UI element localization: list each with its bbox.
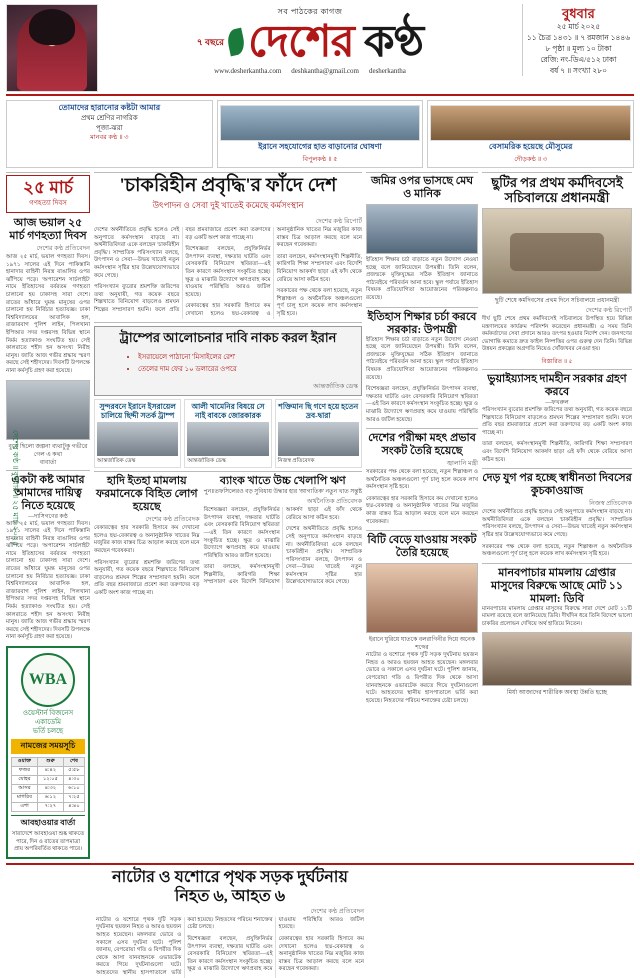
weekday: বুধবার <box>562 6 595 21</box>
advertisement[interactable] <box>6 646 90 859</box>
iran-byline: আন্তর্জাতিক ডেস্ক <box>313 382 358 390</box>
website-link[interactable]: www.desherkantha.com <box>214 67 282 75</box>
mini-box-2[interactable] <box>275 399 362 469</box>
masthead-tagline: সব পাঠকের কাগজ <box>277 7 343 16</box>
column-mid-right <box>366 172 478 859</box>
bottom-body: নাটোর ও যশোরে পৃথক দুটি সড়ক দুর্ঘটনায় ছয়জন নিহত ও আরও ছয়জন আহত হয়েছেন। মঙ্গলবার ভোরে ও সকালে এসব দুর্ঘটনা ঘটে। পুলিশ জানায়, বেপরোয়া গতি ও বিপরীত দিক থেকে আসা যানবাহনকে ওভারটেক করতে গিয়ে দুর্ঘটনাগুলো ঘটে। আহতদের স্থানীয় হাসপাতালে ভর্তি করা হয়েছে। নিহতদের পরিচয় শনাক্তের চেষ্টা চলছে। বিশেষজ্ঞরা বলছেন, প্রযুক্তিনির্ভর উৎপাদন ব্যবস্থা, দক্ষতার ঘাটতি এবং বেসরকারি বিনিয়োগ স্থবিরতা—এই তিন কারণে কর্মসংস্থান সংকুচিত হচ্ছে। ক্ষুদ্র ও মাঝারি উদ্যোগে ঋণপ্রবাহ কমে যাওয়ায় পরিস্থিতি আরও জটিল হয়েছে। বেকারত্বের হার সরকারি হিসাবে কম দেখানো হলেও ছদ্ম-বেকারত্ব ও অনানুষ্ঠানিক খাতের নিম্ন মজুরির কাজ বাস্তব চিত্র আড়াল করছে বলে মনে করছেন গবেষকরা। <box>96 916 364 976</box>
mini-photo <box>187 422 268 456</box>
bottom-right-headline: মানবপাচার মামলায় গ্রেপ্তার মাসুদের বিরুদ্ধে আছে মোট ১১ মামলা: ডিবি <box>491 566 623 605</box>
bottom-lead <box>96 868 364 978</box>
promo-photo <box>430 105 631 141</box>
col-head-1: শুরু <box>38 758 64 767</box>
row3-body-0: বেকারত্বের হার সরকারি হিসাবে কম দেখানো হলেও ছদ্ম-বেকারত্ব ও অনানুষ্ঠানিক খাতের নিম্ন মজুরির কাজ বাস্তব চিত্র আড়াল করছে বলে মনে করছেন গবেষকরা। পরিসংখ্যান ব্যুরোর শ্রমশক্তি জরিপের তথ্য অনুযায়ী, গত কয়েক বছরে শিল্পখাতে বিনিয়োগ বাড়লেও শ্রমঘন শিল্পের সম্প্রসারণ হয়নি। ফলে প্রতি বছর শ্রমবাজারে প্রবেশ করা তরুণদের বড় একটি অংশ কাজ পাচ্ছে না। <box>94 525 200 596</box>
left-photo-caption: বুকে ছিলো জল্পনা ব্যথাটুকু গভীরে গেল এ কথা <box>8 443 88 458</box>
promo-item-1[interactable] <box>217 100 424 168</box>
iran-news-box <box>94 326 362 396</box>
midright-body-3: ইতিহাস শিক্ষার চর্চা বাড়াতে নতুন উদ্যোগ নেওয়া হচ্ছে বলে জানিয়েছেন উপমন্ত্রী। তিনি বলেন, প্রজন্মকে মুক্তিযুদ্ধের সঠিক ইতিহাস জানাতে পাঠ্যবইয়ে পরিবর্তন আনা হবে। স্কুল পর্যায়ে ইতিহাস বিষয়ক প্রতিযোগিতা আয়োজনের পরিকল্পনাও রয়েছে। বিশেষজ্ঞরা বলছেন, প্রযুক্তিনির্ভর উৎপাদন ব্যবস্থা, দক্ষতার ঘাটতি এবং বেসরকারি বিনিয়োগ স্থবিরতা—এই তিন কারণে কর্মসংস্থান সংকুচিত হচ্ছে। ক্ষুদ্র ও মাঝারি উদ্যোগে ঋণপ্রবাহ কমে যাওয়ায় পরিস্থিতি আরও জটিল হয়েছে। <box>366 336 478 423</box>
promo-item-0[interactable] <box>6 100 213 168</box>
midright-headline-2: ভুয়াইয়্যাসহ দামহীন সরকার গ্রহণ করবে <box>487 372 627 398</box>
table-row: যোহর ১২:০৫ ৪:৩০ <box>12 776 85 785</box>
row3-headline-2: দেশের পরীক্ষা মহৎ প্রভাব সংকট তৈরি হয়েছে <box>368 432 476 458</box>
promo-photo <box>220 105 421 141</box>
bottom-section <box>6 863 634 978</box>
edition-info: ৮ পৃষ্ঠা ॥ মূল্য ১০ টাকা <box>545 44 612 53</box>
mini-box-row <box>94 399 362 469</box>
ad-logo: WBA <box>21 653 75 707</box>
row3-body-3: দেশের অর্থনীতিতে প্রবৃদ্ধি হলেও সেই অনুপাতে কর্মসংস্থান বাড়ছে না। অর্থনীতিবিদরা একে বলছেন 'চাকরিহীন প্রবৃদ্ধি'। সাম্প্রতিক পরিসংখ্যান বলছে, উৎপাদন ও সেবা—উভয় খাতেই নতুন কর্মসংস্থান সৃষ্টির হার উল্লেখযোগ্যভাবে কমে গেছে। সরকারের পক্ষ থেকে বলা হয়েছে, নতুন শিল্পাঞ্চল ও অর্থনৈতিক অঞ্চলগুলো পূর্ণ চালু হলে কয়েক লাখ কর্মসংস্থান সৃষ্টি হবে। <box>482 509 632 558</box>
column-lead <box>94 172 362 859</box>
bottom-side-headline: ইরানে ঘুরিয়ে ঘাতকে বলরাগিনীর দিয়ে অনেক শব্দের <box>368 637 476 652</box>
prayer-times-table <box>11 757 85 812</box>
paper-title: দেশের কণ্ঠ <box>247 17 424 66</box>
left-quote-headline: একটা কষ্ট আমার আমাদের দায়িত্ব নিতে হয়েছে <box>11 473 85 512</box>
promo-strip <box>6 100 634 168</box>
row3-headline-0: হাদি ইতহা মামলায় ফরমানেকে বিহিত লোগ হয়েছে <box>96 475 198 514</box>
left-headline: আজ ভয়াল ২৫ মার্চ গণহত্যা দিবস <box>9 217 87 242</box>
promo-item-2[interactable] <box>427 100 634 168</box>
weather-title: আবহাওয়ার বার্তা <box>11 815 85 831</box>
row3-left <box>94 475 362 601</box>
table-row: এশা ৭:২৭ ৪:৪০ <box>12 803 85 812</box>
row3-body-2: সরকারের পক্ষ থেকে বলা হয়েছে, নতুন শিল্পাঞ্চল ও অর্থনৈতিক অঞ্চলগুলো পূর্ণ চালু হলে কয়েক লাখ কর্মসংস্থান সৃষ্টি হবে। বেকারত্বের হার সরকারি হিসাবে কম দেখানো হলেও ছদ্ম-বেকারত্ব ও অনানুষ্ঠানিক খাতের নিম্ন মজুরির কাজ বাস্তব চিত্র আড়াল করছে বলে মনে করছেন গবেষকরা। <box>366 469 478 525</box>
bottom-byline: দেশের কণ্ঠ প্রতিবেদন <box>310 907 364 915</box>
row3-headline-1: ব্যাংক খাতে উচ্চ খেলাপি ঋণ <box>219 475 346 488</box>
side-strip: দেশের কণ্ঠ ॥ বুধবার ॥ ২৫ মার্চ ২০২৫ <box>11 430 20 547</box>
col-head-0: ওয়াক্ত <box>12 758 38 767</box>
midright-headline-3: ইতিহাস শিক্ষার চর্চা করবে সরকার: উপমন্ত্রী <box>367 310 477 336</box>
masthead-center <box>98 4 522 75</box>
lead-byline: দেশের কণ্ঠ রিপোর্ট <box>315 218 362 225</box>
right-top-headline: ছুটির পর প্রথম কর্মদিবসেই সচিবালয়ে প্রধানমন্ত্রী <box>491 175 623 205</box>
left-quote-body: আজ ২৫ মার্চ, ভয়াল গণহত্যা দিবস। ১৯৭১ সালের এই দিনে পাকিস্তানি হানাদার বাহিনী নিরস্ত্র বাঙালির ওপর ঝাঁপিয়ে পড়ে। 'অপারেশন সার্চলাইট' নামে ইতিহাসের বর্বরতম গণহত্যা চালানো হয় ঢাকাসহ সারা দেশে। রাতের আঁধারে ঘুমন্ত মানুষের ওপর চালানো হয় নির্বিচার হত্যাযজ্ঞ। ঢাকা বিশ্ববিদ্যালয়ের আবাসিক হল, রাজারবাগ পুলিশ লাইন, পিলখানা ইপিআর সদর দপ্তরসহ বিভিন্ন স্থানে নির্মম হত্যাকাণ্ড সংঘটিত হয়। সেই কালরাতে শহীদ হন অসংখ্য নিরীহ মানুষ। জাতি আজ গভীর শ্রদ্ধায় স্মরণ করছে সেই শহীদদের। দিবসটি উপলক্ষে নানা কর্মসূচি গ্রহণ করা হয়েছে। <box>6 520 90 641</box>
leaf-icon <box>225 28 246 57</box>
column-right <box>482 172 632 859</box>
promo-headline: বেসামরিক হয়েছে মৌসুমের <box>488 142 573 151</box>
right-top-more: বিস্তারিত ॥ ৫ <box>541 358 573 365</box>
bottom-right2-headline: বিটি বেড়ে যাওয়ায় সংকট তৈরি হয়েছে <box>367 534 477 560</box>
bottom-right3-headline: মির্যা আজাদের শারীরিক অবস্থা উন্নতি হচ্ছে <box>506 690 608 697</box>
midright-headline-1: জমির ওপর ভাসছে মেঘ ও মানিক <box>370 175 474 200</box>
row3-byline-3: নিজস্ব প্রতিবেদক <box>589 500 632 508</box>
mini-photo <box>278 422 359 456</box>
registration: রেজি: নং-ডিএ/৫১২ ঢাকা <box>540 55 617 64</box>
ad-title: ওয়েস্টার্ন বিজনেস একাডেমি <box>22 709 74 726</box>
date-english: ২৫ মার্চ ২০২৫ <box>556 22 601 31</box>
left-quote-by: —দাসিগণের কণ্ঠ <box>28 513 68 520</box>
mini-headline: আলী খামেনির বিষয়ে সে নাই বাবকে জোরকারক <box>191 401 265 420</box>
bottom-right-body: মানবপাচার মামলায় গ্রেপ্তার মাসুদের বিরুদ্ধে সারা দেশে মোট ১১টি মামলা রয়েছে বলে জানিয়েছে ডিবি। দীর্ঘদিন ধরে তিনি বিদেশে ভালো চাকরির প্রলোভন দেখিয়ে অর্থ হাতিয়ে নিতেন। <box>482 605 632 627</box>
table-row: আসর ৪:৩২ ৬:১০ <box>12 785 85 794</box>
bullet-0: • ইসরায়েলে পাঠানো 'মিসাইলের রেশ' <box>138 352 358 362</box>
main-grid <box>6 172 634 859</box>
row3-byline-0: দেশের কণ্ঠ প্রতিবেদক <box>145 516 200 524</box>
row3-body-1: বিশেষজ্ঞরা বলছেন, প্রযুক্তিনির্ভর উৎপাদন ব্যবস্থা, দক্ষতার ঘাটতি এবং বেসরকারি বিনিয়োগ স্থবিরতা—এই তিন কারণে কর্মসংস্থান সংকুচিত হচ্ছে। ক্ষুদ্র ও মাঝারি উদ্যোগে ঋণপ্রবাহ কমে যাওয়ায় পরিস্থিতি আরও জটিল হয়েছে। তারা বলছেন, কর্মসংস্থানমুখী শিল্পনীতি, কারিগরি শিক্ষা সম্প্রসারণ এবং বিদেশি বিনিয়োগ আকর্ষণ ছাড়া এই ফাঁদ থেকে বেরিয়ে আসা কঠিন হবে। দেশের অর্থনীতিতে প্রবৃদ্ধি হলেও সেই অনুপাতে কর্মসংস্থান বাড়ছে না। অর্থনীতিবিদরা একে বলছেন 'চাকরিহীন প্রবৃদ্ধি'। সাম্প্রতিক পরিসংখ্যান বলছে, উৎপাদন ও সেবা—উভয় খাতেই নতুন কর্মসংস্থান সৃষ্টির হার উল্লেখযোগ্যভাবে কমে গেছে। <box>203 507 362 586</box>
iran-bullets <box>98 352 358 374</box>
mini-body: আন্তর্জাতিক ডেস্ক <box>97 457 136 464</box>
left-byline: দেশের কণ্ঠ প্রতিবেদন <box>36 245 90 252</box>
midright-body-1: ইতিহাস শিক্ষার চর্চা বাড়াতে নতুন উদ্যোগ নেওয়া হচ্ছে বলে জানিয়েছেন উপমন্ত্রী। তিনি বলেন, প্রজন্মকে মুক্তিযুদ্ধের সঠিক ইতিহাস জানাতে পাঠ্যবইয়ে পরিবর্তন আনা হবে। স্কুল পর্যায়ে ইতিহাস বিষয়ক প্রতিযোগিতা আয়োজনের পরিকল্পনাও রয়েছে। <box>366 257 478 301</box>
prayer-times-band: নামজের সময়সূচি <box>11 739 85 754</box>
promo-subtext: প্রথম শ্রেণির নাগরিক <box>80 114 138 122</box>
bottom-side-body: নাটোর ও যশোরে পৃথক দুটি সড়ক দুর্ঘটনায় ছয়জন নিহত ও আরও ছয়জন আহত হয়েছেন। মঙ্গলবার ভোরে ও সকালে এসব দুর্ঘটনা ঘটে। পুলিশ জানায়, বেপরোয়া গতি ও বিপরীত দিক থেকে আসা যানবাহনকে ওভারটেক করতে গিয়ে দুর্ঘটনাগুলো ঘটে। আহতদের স্থানীয় হাসপাতালে ভর্তি করা হয়েছে। নিহতদের পরিচয় শনাক্তের চেষ্টা চলছে। <box>366 652 478 704</box>
march25-label: গণহত্যা দিবস <box>29 199 67 207</box>
date-bengali: ১১ চৈত্র ১৪৩১ ॥ ৭ রমজান ১৪৪৬ <box>526 33 631 42</box>
right-top-byline: দেশের কণ্ঠ রিপোর্ট <box>585 307 632 314</box>
email-link[interactable]: deshkantha@gmail.com <box>291 67 359 75</box>
table-row: ফজর ৪:৪২ ৫:৫৮ <box>12 767 85 776</box>
march25-date: ২৫ মার্চ <box>23 178 73 197</box>
promo-headline: তোমাদের হারানোর কষ্টটা আমার <box>58 103 161 112</box>
bottom-headline: নাটোর ও যশোরে পৃথক সড়ক দুর্ঘটনায় নিহত ৬, আহত ৬ <box>112 868 348 905</box>
right-top-body: দীর্ঘ ছুটি শেষে প্রথম কর্মদিবসেই সচিবালয়ে উপস্থিত হয়ে বিভিন্ন মন্ত্রণালয়ের কার্যক্রম পরিদর্শন করেছেন প্রধানমন্ত্রী। এ সময় তিনি কর্মকর্তাদের সেবা প্রদানে আরও তৎপর হওয়ার নির্দেশ দেন। জনগণের ভোগান্তি কমাতে দ্রুত ফাইল নিষ্পত্তির ওপর গুরুত্ব দেন তিনি। বিভিন্ন উন্নয়ন প্রকল্পের অগ্রগতি নিয়েও খোঁজখবর নেওয়া হয়। <box>482 316 632 353</box>
mini-body: নিজস্ব প্রতিবেদক <box>277 457 315 464</box>
lead-subhead: উৎপাদন ও সেবা দুই খাতেই কমেছে কর্মসংস্থান <box>152 200 304 210</box>
left-photo-credit: বাবার্তা <box>39 459 57 466</box>
midright-body-2: পরিসংখ্যান ব্যুরোর শ্রমশক্তি জরিপের তথ্য অনুযায়ী, গত কয়েক বছরে শিল্পখাতে বিনিয়োগ বাড়লেও শ্রমঘন শিল্পের সম্প্রসারণ হয়নি। ফলে প্রতি বছর শ্রমবাজারে প্রবেশ করা তরুণদের বড় একটি অংশ কাজ পাচ্ছে না। তারা বলছেন, কর্মসংস্থানমুখী শিল্পনীতি, কারিগরি শিক্ষা সম্প্রসারণ এবং বিদেশি বিনিয়োগ আকর্ষণ ছাড়া এই ফাঁদ থেকে বেরিয়ে আসা কঠিন হবে। <box>482 406 632 463</box>
promo-caption: বিপুলকণ্ঠ ॥ ৫ <box>302 156 338 163</box>
bottom-photo-lady <box>366 563 478 633</box>
col-head-2: শেষ <box>63 758 84 767</box>
midright-headline-2-by: —ফখরুল <box>545 399 569 406</box>
mini-headline: শক্তিমান ছি গণে হয়ে হতেন দ্রব-দ্বারা <box>278 401 359 420</box>
left-body: আজ ২৫ মার্চ, ভয়াল গণহত্যা দিবস। ১৯৭১ সালের এই দিনে পাকিস্তানি হানাদার বাহিনী নিরস্ত্র বাঙালির ওপর ঝাঁপিয়ে পড়ে। 'অপারেশন সার্চলাইট' নামে ইতিহাসের বর্বরতম গণহত্যা চালানো হয় ঢাকাসহ সারা দেশে। রাতের আঁধারে ঘুমন্ত মানুষের ওপর চালানো হয় নির্বিচার হত্যাযজ্ঞ। ঢাকা বিশ্ববিদ্যালয়ের আবাসিক হল, রাজারবাগ পুলিশ লাইন, পিলখানা ইপিআর সদর দপ্তরসহ বিভিন্ন স্থানে নির্মম হত্যাকাণ্ড সংঘটিত হয়। সেই কালরাতে শহীদ হন অসংখ্য নিরীহ মানুষ। জাতি আজ গভীর শ্রদ্ধায় স্মরণ করছে সেই শহীদদের। দিবসটি উপলক্ষে নানা কর্মসূচি গ্রহণ করা হয়েছে। <box>6 254 90 374</box>
iran-headline: ট্রাম্পের আলোচনার দাবি নাকচ করল ইরান <box>119 329 337 345</box>
row3-headline-3: দেড় যুগ পর হচ্ছে স্বাধীনতা দিবসের কুচকাওয়াজ <box>482 472 632 498</box>
right-top-photo <box>482 208 632 294</box>
anniversary-badge: ৭ বছরে <box>196 36 224 47</box>
masthead <box>6 4 634 96</box>
row3-sub-1: পুনঃতফসিলেরও বড় সুবিধায় উদ্ধার হার 'আগাতিক' নতুন খাত সন্তুষ্ট <box>203 489 362 496</box>
mini-box-0[interactable] <box>94 399 181 469</box>
lead-headline: 'চাকরিহীন প্রবৃদ্ধি'র ফাঁদে দেশ <box>119 175 337 196</box>
mini-body: আন্তর্জাতিক ডেস্ক <box>187 457 226 464</box>
masthead-model-photo <box>6 4 98 92</box>
weather-note: সারাদেশে আবহাওয়া শুষ্ক থাকতে পারে, দিন ও রাতের তাপমাত্রা প্রায় অপরিবর্তিত থাকতে পারে। <box>11 831 85 853</box>
table-row: মাগরিব ৬:১২ ৭:২৫ <box>12 794 85 803</box>
bullet-1: • তেলের দাম ফের ১০ ডলারের ওপরে <box>138 364 358 374</box>
facebook-link[interactable]: desherkantha <box>368 67 406 75</box>
volume-info: বর্ষ ৭ ॥ সংখ্যা ২৮০ <box>549 66 607 75</box>
bottom-right-photo <box>482 632 632 686</box>
mini-box-1[interactable] <box>184 399 271 469</box>
masthead-dateline <box>522 4 634 76</box>
mini-photo <box>97 422 178 456</box>
promo-headline: ইরানে সহযোগের হাত বাড়ানোর ঘোষণা <box>258 142 382 151</box>
ad-sub: ভর্তি চলছে <box>32 727 64 735</box>
promo-caption: দৌড়কণ্ঠ ॥ ৩ <box>514 156 548 163</box>
midright-photo-1 <box>366 204 478 254</box>
march25-box <box>6 175 90 213</box>
row3-byline-2: জ্বালানি মন্ত্রী <box>446 460 478 468</box>
row3-byline-1: অর্থনৈতিক প্রতিবেদক <box>306 498 362 506</box>
right-top-caption: ছুটি শেষে কর্মদিবসের প্রথম দিনে সচিবালয়ে প্রধানমন্ত্রী <box>494 298 620 304</box>
promo-caption: মানবর কণ্ঠ ॥ ৩ <box>90 134 129 141</box>
promo-extra: পূজা-ঝরা <box>96 124 123 132</box>
mini-headline: সুন্দরবনে ইরানে ইসরায়েল চালিয়ে ছিদ্দী সতর্ক ট্রাম্প <box>99 401 176 420</box>
lead-body: দেশের অর্থনীতিতে প্রবৃদ্ধি হলেও সেই অনুপাতে কর্মসংস্থান বাড়ছে না। অর্থনীতিবিদরা একে বলছেন 'চাকরিহীন প্রবৃদ্ধি'। সাম্প্রতিক পরিসংখ্যান বলছে, উৎপাদন ও সেবা—উভয় খাতেই নতুন কর্মসংস্থান সৃষ্টির হার উল্লেখযোগ্যভাবে কমে গেছে। পরিসংখ্যান ব্যুরোর শ্রমশক্তি জরিপের তথ্য অনুযায়ী, গত কয়েক বছরে শিল্পখাতে বিনিয়োগ বাড়লেও শ্রমঘন শিল্পের সম্প্রসারণ হয়নি। ফলে প্রতি বছর শ্রমবাজারে প্রবেশ করা তরুণদের বড় একটি অংশ কাজ পাচ্ছে না। বিশেষজ্ঞরা বলছেন, প্রযুক্তিনির্ভর উৎপাদন ব্যবস্থা, দক্ষতার ঘাটতি এবং বেসরকারি বিনিয়োগ স্থবিরতা—এই তিন কারণে কর্মসংস্থান সংকুচিত হচ্ছে। ক্ষুদ্র ও মাঝারি উদ্যোগে ঋণপ্রবাহ কমে যাওয়ায় পরিস্থিতি আরও জটিল হয়েছে। বেকারত্বের হার সরকারি হিসাবে কম দেখানো হলেও ছদ্ম-বেকারত্ব ও অনানুষ্ঠানিক খাতের নিম্ন মজুরির কাজ বাস্তব চিত্র আড়াল করছে বলে মনে করছেন গবেষকরা। তারা বলছেন, কর্মসংস্থানমুখী শিল্পনীতি, কারিগরি শিক্ষা সম্প্রসারণ এবং বিদেশি বিনিয়োগ আকর্ষণ ছাড়া এই ফাঁদ থেকে বেরিয়ে আসা কঠিন হবে। সরকারের পক্ষ থেকে বলা হয়েছে, নতুন শিল্পাঞ্চল ও অর্থনৈতিক অঞ্চলগুলো পূর্ণ চালু হলে কয়েক লাখ কর্মসংস্থান সৃষ্টি হবে। <box>94 227 362 317</box>
